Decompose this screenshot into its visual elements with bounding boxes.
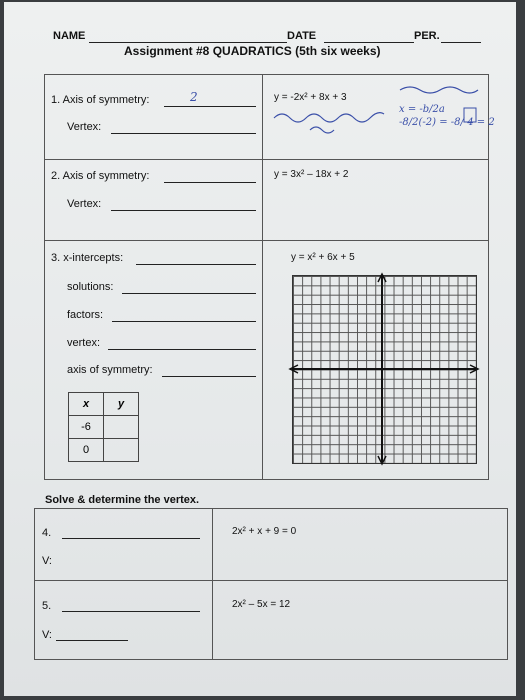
q3-vertex-label: vertex:	[67, 337, 101, 349]
xy-cell[interactable]	[104, 416, 139, 439]
date-label: DATE	[287, 30, 317, 42]
xy-cell[interactable]	[104, 439, 139, 462]
date-line[interactable]	[324, 42, 414, 43]
q1-work-1: x = -b/2a	[399, 104, 445, 115]
row-divider-2	[44, 240, 488, 241]
q1-axis-answer: 2	[190, 90, 198, 104]
per-line[interactable]	[441, 42, 481, 43]
q3-vertex-line[interactable]	[108, 349, 256, 350]
q2-vertex-label: Vertex:	[67, 198, 102, 210]
q5-vertex-line[interactable]	[56, 640, 128, 641]
q1-vertex-label: Vertex:	[67, 121, 102, 133]
grid-axes	[286, 270, 482, 468]
section1-divider	[262, 74, 263, 479]
name-label: NAME	[53, 30, 86, 42]
q3-equation: y = x² + 6x + 5	[291, 252, 355, 263]
q1-scribble	[270, 82, 480, 138]
q2-axis-label: 2. Axis of symmetry:	[51, 170, 150, 182]
assignment-title: Assignment #8 QUADRATICS (5th six weeks)	[124, 44, 381, 58]
q2-vertex-line[interactable]	[111, 210, 256, 211]
row-divider-1	[44, 159, 488, 160]
section2-divider	[212, 508, 213, 659]
q1-axis-label: 1. Axis of symmetry:	[51, 94, 150, 106]
worksheet-page	[4, 2, 516, 696]
q2-axis-line[interactable]	[164, 182, 256, 183]
q3-factors-label: factors:	[67, 309, 104, 321]
q3-factors-line[interactable]	[112, 321, 256, 322]
q4-answer-line[interactable]	[62, 538, 200, 539]
section2-title: Solve & determine the vertex.	[45, 494, 200, 506]
q4-label: 4.	[42, 527, 52, 539]
q3-xint-label: 3. x-intercepts:	[51, 252, 124, 264]
q5-equation: 2x² – 5x = 12	[232, 599, 291, 610]
q3-axis-label: axis of symmetry:	[67, 364, 153, 376]
name-line[interactable]	[89, 42, 287, 43]
q4-equation: 2x² + x + 9 = 0	[232, 526, 297, 537]
xy-cell: -6	[69, 416, 104, 439]
q4-v-label: V:	[42, 555, 52, 567]
section2-row-divider	[34, 580, 507, 581]
q3-solutions-label: solutions:	[67, 281, 114, 293]
q3-xint-line[interactable]	[136, 264, 256, 265]
q5-answer-line[interactable]	[62, 611, 200, 612]
q1-vertex-line[interactable]	[111, 133, 256, 134]
per-label: PER.	[414, 30, 440, 42]
q1-work-2: -8/2(-2) = -8/-4 = 2	[399, 117, 495, 128]
xy-header-y: y	[104, 393, 139, 416]
q1-equation: y = -2x² + 8x + 3	[274, 92, 347, 103]
q2-equation: y = 3x² – 18x + 2	[274, 169, 349, 180]
q1-axis-answer-line[interactable]	[164, 106, 256, 107]
q3-axis-line[interactable]	[162, 376, 256, 377]
xy-cell: 0	[69, 439, 104, 462]
xy-table	[68, 392, 139, 462]
q3-solutions-line[interactable]	[122, 293, 256, 294]
q5-label: 5.	[42, 600, 52, 612]
xy-header-x: x	[69, 393, 104, 416]
q5-v-label: V:	[42, 629, 52, 641]
